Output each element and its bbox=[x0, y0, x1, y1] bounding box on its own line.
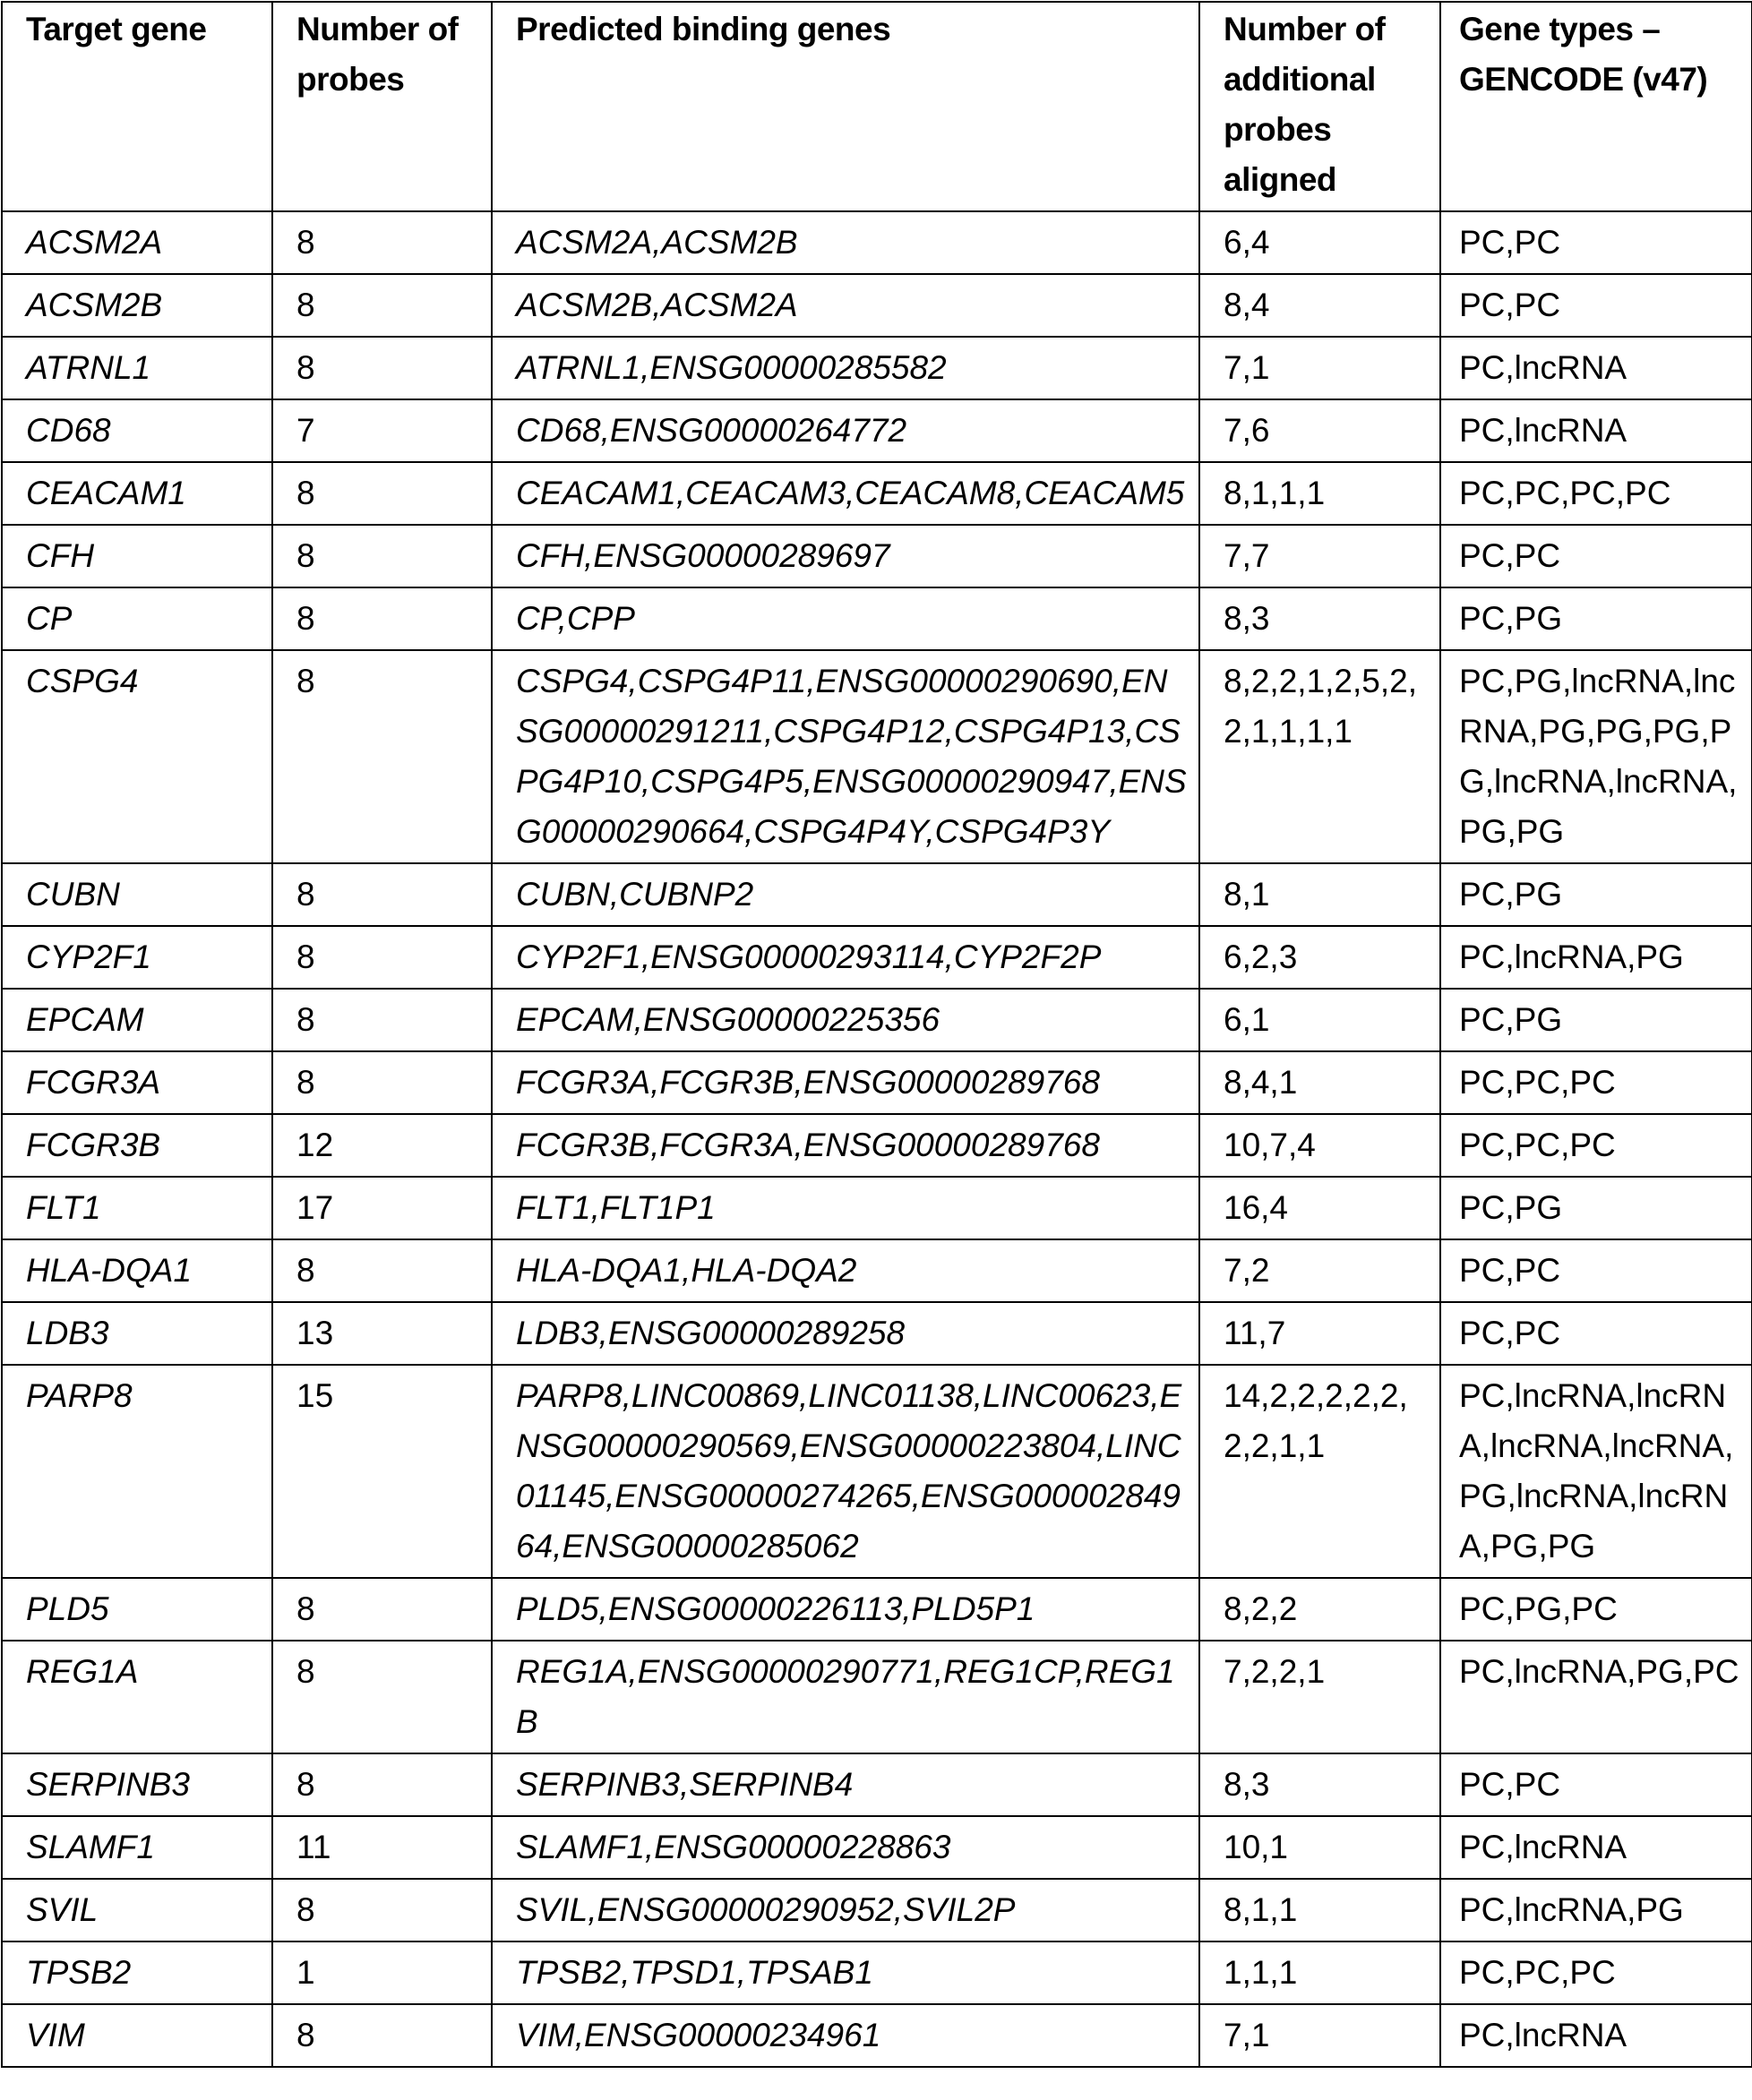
additional-probes-aligned-cell: 8,1,1,1 bbox=[1199, 462, 1440, 525]
number-of-probes-cell: 11 bbox=[272, 1816, 492, 1879]
predicted-binding-genes-cell: CEACAM1,CEACAM3,CEACAM8,CEACAM5 bbox=[492, 462, 1199, 525]
predicted-binding-genes-cell: FCGR3A,FCGR3B,ENSG00000289768 bbox=[492, 1051, 1199, 1114]
gene-types-cell: PC,PG bbox=[1440, 989, 1752, 1051]
number-of-probes-cell: 12 bbox=[272, 1114, 492, 1177]
predicted-binding-genes-cell: CUBN,CUBNP2 bbox=[492, 863, 1199, 926]
predicted-binding-genes-cell: FLT1,FLT1P1 bbox=[492, 1177, 1199, 1239]
predicted-binding-genes-cell: PLD5,ENSG00000226113,PLD5P1 bbox=[492, 1578, 1199, 1641]
additional-probes-aligned-cell: 7,2 bbox=[1199, 1239, 1440, 1302]
number-of-probes-cell: 8 bbox=[272, 926, 492, 989]
target-gene-cell: CD68 bbox=[2, 399, 272, 462]
target-gene-cell: REG1A bbox=[2, 1641, 272, 1753]
number-of-probes-cell: 8 bbox=[272, 211, 492, 274]
number-of-probes-cell: 7 bbox=[272, 399, 492, 462]
table-row bbox=[2, 1816, 1752, 1879]
predicted-binding-genes-cell: ATRNL1,ENSG00000285582 bbox=[492, 337, 1199, 399]
predicted-binding-genes-cell: VIM,ENSG00000234961 bbox=[492, 2004, 1199, 2067]
target-gene-cell: CUBN bbox=[2, 863, 272, 926]
predicted-binding-genes-cell: CD68,ENSG00000264772 bbox=[492, 399, 1199, 462]
target-gene-cell: PARP8 bbox=[2, 1365, 272, 1578]
predicted-binding-genes-cell: PARP8,LINC00869,LINC01138,LINC00623,ENSG00000290569,ENSG00000223804,LINC01145,ENSG00000274265,ENSG00000284964,ENSG00000285062 bbox=[492, 1365, 1199, 1578]
target-gene-cell: FCGR3A bbox=[2, 1051, 272, 1114]
additional-probes-aligned-cell: 7,1 bbox=[1199, 2004, 1440, 2067]
predicted-binding-genes-cell: TPSB2,TPSD1,TPSAB1 bbox=[492, 1941, 1199, 2004]
predicted-binding-genes-cell: SVIL,ENSG00000290952,SVIL2P bbox=[492, 1879, 1199, 1941]
additional-probes-aligned-cell: 7,2,2,1 bbox=[1199, 1641, 1440, 1753]
table-body bbox=[2, 211, 1752, 2067]
number-of-probes-cell: 13 bbox=[272, 1302, 492, 1365]
additional-probes-aligned-cell: 8,3 bbox=[1199, 1753, 1440, 1816]
gene-types-cell: PC,PC bbox=[1440, 274, 1752, 337]
table-row bbox=[2, 1114, 1752, 1177]
additional-probes-aligned-cell: 8,4 bbox=[1199, 274, 1440, 337]
gene-types-cell: PC,lncRNA,PG bbox=[1440, 1879, 1752, 1941]
table-row bbox=[2, 1177, 1752, 1239]
target-gene-cell: FCGR3B bbox=[2, 1114, 272, 1177]
gene-probe-table bbox=[1, 1, 1752, 2068]
header-row bbox=[2, 2, 1752, 211]
table-row bbox=[2, 863, 1752, 926]
predicted-binding-genes-cell: ACSM2A,ACSM2B bbox=[492, 211, 1199, 274]
gene-types-cell: PC,PC bbox=[1440, 1753, 1752, 1816]
additional-probes-aligned-cell: 14,2,2,2,2,2,2,2,1,1 bbox=[1199, 1365, 1440, 1578]
table-row bbox=[2, 1941, 1752, 2004]
header-number-of-probes: Number of probes bbox=[272, 2, 492, 211]
predicted-binding-genes-cell: SLAMF1,ENSG00000228863 bbox=[492, 1816, 1199, 1879]
number-of-probes-cell: 8 bbox=[272, 1239, 492, 1302]
gene-types-cell: PC,lncRNA,lncRNA,lncRNA,lncRNA,PG,lncRNA,lncRNA,PG,PG bbox=[1440, 1365, 1752, 1578]
number-of-probes-cell: 8 bbox=[272, 1578, 492, 1641]
table-row bbox=[2, 1051, 1752, 1114]
additional-probes-aligned-cell: 6,2,3 bbox=[1199, 926, 1440, 989]
number-of-probes-cell: 17 bbox=[272, 1177, 492, 1239]
table-row bbox=[2, 274, 1752, 337]
number-of-probes-cell: 8 bbox=[272, 863, 492, 926]
additional-probes-aligned-cell: 11,7 bbox=[1199, 1302, 1440, 1365]
table-row bbox=[2, 525, 1752, 587]
additional-probes-aligned-cell: 7,1 bbox=[1199, 337, 1440, 399]
target-gene-cell: LDB3 bbox=[2, 1302, 272, 1365]
number-of-probes-cell: 8 bbox=[272, 525, 492, 587]
additional-probes-aligned-cell: 8,4,1 bbox=[1199, 1051, 1440, 1114]
gene-types-cell: PC,lncRNA,PG bbox=[1440, 926, 1752, 989]
header-target-gene: Target gene bbox=[2, 2, 272, 211]
additional-probes-aligned-cell: 7,7 bbox=[1199, 525, 1440, 587]
target-gene-cell: CP bbox=[2, 587, 272, 650]
target-gene-cell: VIM bbox=[2, 2004, 272, 2067]
predicted-binding-genes-cell: LDB3,ENSG00000289258 bbox=[492, 1302, 1199, 1365]
number-of-probes-cell: 15 bbox=[272, 1365, 492, 1578]
additional-probes-aligned-cell: 16,4 bbox=[1199, 1177, 1440, 1239]
number-of-probes-cell: 8 bbox=[272, 2004, 492, 2067]
gene-types-cell: PC,PG bbox=[1440, 587, 1752, 650]
gene-types-cell: PC,lncRNA bbox=[1440, 1816, 1752, 1879]
gene-types-cell: PC,PC,PC bbox=[1440, 1941, 1752, 2004]
number-of-probes-cell: 8 bbox=[272, 587, 492, 650]
additional-probes-aligned-cell: 8,2,2 bbox=[1199, 1578, 1440, 1641]
number-of-probes-cell: 8 bbox=[272, 274, 492, 337]
number-of-probes-cell: 8 bbox=[272, 337, 492, 399]
predicted-binding-genes-cell: SERPINB3,SERPINB4 bbox=[492, 1753, 1199, 1816]
gene-types-cell: PC,PC,PC bbox=[1440, 1114, 1752, 1177]
predicted-binding-genes-cell: FCGR3B,FCGR3A,ENSG00000289768 bbox=[492, 1114, 1199, 1177]
predicted-binding-genes-cell: REG1A,ENSG00000290771,REG1CP,REG1B bbox=[492, 1641, 1199, 1753]
target-gene-cell: EPCAM bbox=[2, 989, 272, 1051]
gene-types-cell: PC,lncRNA,PG,PC bbox=[1440, 1641, 1752, 1753]
predicted-binding-genes-cell: CSPG4,CSPG4P11,ENSG00000290690,ENSG00000291211,CSPG4P12,CSPG4P13,CSPG4P10,CSPG4P5,ENSG00000290947,ENSG00000290664,CSPG4P4Y,CSPG4P3Y bbox=[492, 650, 1199, 863]
gene-types-cell: PC,PC bbox=[1440, 211, 1752, 274]
predicted-binding-genes-cell: EPCAM,ENSG00000225356 bbox=[492, 989, 1199, 1051]
table-row bbox=[2, 650, 1752, 863]
table-row bbox=[2, 399, 1752, 462]
target-gene-cell: SLAMF1 bbox=[2, 1816, 272, 1879]
number-of-probes-cell: 8 bbox=[272, 1753, 492, 1816]
target-gene-cell: FLT1 bbox=[2, 1177, 272, 1239]
header-predicted-binding-genes: Predicted binding genes bbox=[492, 2, 1199, 211]
table-row bbox=[2, 926, 1752, 989]
table-row bbox=[2, 989, 1752, 1051]
target-gene-cell: CEACAM1 bbox=[2, 462, 272, 525]
header-gene-types: Gene types – GENCODE (v47) bbox=[1440, 2, 1752, 211]
additional-probes-aligned-cell: 8,3 bbox=[1199, 587, 1440, 650]
table-row bbox=[2, 1753, 1752, 1816]
predicted-binding-genes-cell: ACSM2B,ACSM2A bbox=[492, 274, 1199, 337]
number-of-probes-cell: 8 bbox=[272, 1051, 492, 1114]
additional-probes-aligned-cell: 10,7,4 bbox=[1199, 1114, 1440, 1177]
target-gene-cell: CYP2F1 bbox=[2, 926, 272, 989]
table-row bbox=[2, 1239, 1752, 1302]
gene-types-cell: PC,PG bbox=[1440, 863, 1752, 926]
number-of-probes-cell: 8 bbox=[272, 462, 492, 525]
predicted-binding-genes-cell: CFH,ENSG00000289697 bbox=[492, 525, 1199, 587]
table-row bbox=[2, 1641, 1752, 1753]
gene-types-cell: PC,PC bbox=[1440, 1239, 1752, 1302]
table-row bbox=[2, 337, 1752, 399]
gene-types-cell: PC,lncRNA bbox=[1440, 399, 1752, 462]
additional-probes-aligned-cell: 8,1,1 bbox=[1199, 1879, 1440, 1941]
target-gene-cell: CSPG4 bbox=[2, 650, 272, 863]
predicted-binding-genes-cell: CYP2F1,ENSG00000293114,CYP2F2P bbox=[492, 926, 1199, 989]
gene-types-cell: PC,PC bbox=[1440, 525, 1752, 587]
predicted-binding-genes-cell: HLA-DQA1,HLA-DQA2 bbox=[492, 1239, 1199, 1302]
number-of-probes-cell: 8 bbox=[272, 650, 492, 863]
target-gene-cell: PLD5 bbox=[2, 1578, 272, 1641]
number-of-probes-cell: 8 bbox=[272, 1879, 492, 1941]
target-gene-cell: ATRNL1 bbox=[2, 337, 272, 399]
gene-types-cell: PC,lncRNA bbox=[1440, 2004, 1752, 2067]
number-of-probes-cell: 1 bbox=[272, 1941, 492, 2004]
predicted-binding-genes-cell: CP,CPP bbox=[492, 587, 1199, 650]
header-additional-probes-aligned: Number of additional probes aligned bbox=[1199, 2, 1440, 211]
gene-types-cell: PC,PG,lncRNA,lncRNA,PG,PG,PG,PG,lncRNA,lncRNA,PG,PG bbox=[1440, 650, 1752, 863]
table-row bbox=[2, 211, 1752, 274]
gene-types-cell: PC,PC,PC,PC bbox=[1440, 462, 1752, 525]
table-row bbox=[2, 587, 1752, 650]
table-row bbox=[2, 1879, 1752, 1941]
number-of-probes-cell: 8 bbox=[272, 1641, 492, 1753]
number-of-probes-cell: 8 bbox=[272, 989, 492, 1051]
gene-types-cell: PC,PC bbox=[1440, 1302, 1752, 1365]
additional-probes-aligned-cell: 8,1 bbox=[1199, 863, 1440, 926]
table-row bbox=[2, 1578, 1752, 1641]
table-row bbox=[2, 1365, 1752, 1578]
additional-probes-aligned-cell: 8,2,2,1,2,5,2,2,1,1,1,1 bbox=[1199, 650, 1440, 863]
additional-probes-aligned-cell: 1,1,1 bbox=[1199, 1941, 1440, 2004]
target-gene-cell: HLA-DQA1 bbox=[2, 1239, 272, 1302]
gene-types-cell: PC,lncRNA bbox=[1440, 337, 1752, 399]
table-row bbox=[2, 462, 1752, 525]
gene-types-cell: PC,PG,PC bbox=[1440, 1578, 1752, 1641]
target-gene-cell: TPSB2 bbox=[2, 1941, 272, 2004]
gene-types-cell: PC,PC,PC bbox=[1440, 1051, 1752, 1114]
target-gene-cell: ACSM2B bbox=[2, 274, 272, 337]
additional-probes-aligned-cell: 10,1 bbox=[1199, 1816, 1440, 1879]
target-gene-cell: CFH bbox=[2, 525, 272, 587]
additional-probes-aligned-cell: 6,1 bbox=[1199, 989, 1440, 1051]
table-row bbox=[2, 1302, 1752, 1365]
gene-types-cell: PC,PG bbox=[1440, 1177, 1752, 1239]
target-gene-cell: SVIL bbox=[2, 1879, 272, 1941]
target-gene-cell: ACSM2A bbox=[2, 211, 272, 274]
table-row bbox=[2, 2004, 1752, 2067]
target-gene-cell: SERPINB3 bbox=[2, 1753, 272, 1816]
additional-probes-aligned-cell: 7,6 bbox=[1199, 399, 1440, 462]
additional-probes-aligned-cell: 6,4 bbox=[1199, 211, 1440, 274]
